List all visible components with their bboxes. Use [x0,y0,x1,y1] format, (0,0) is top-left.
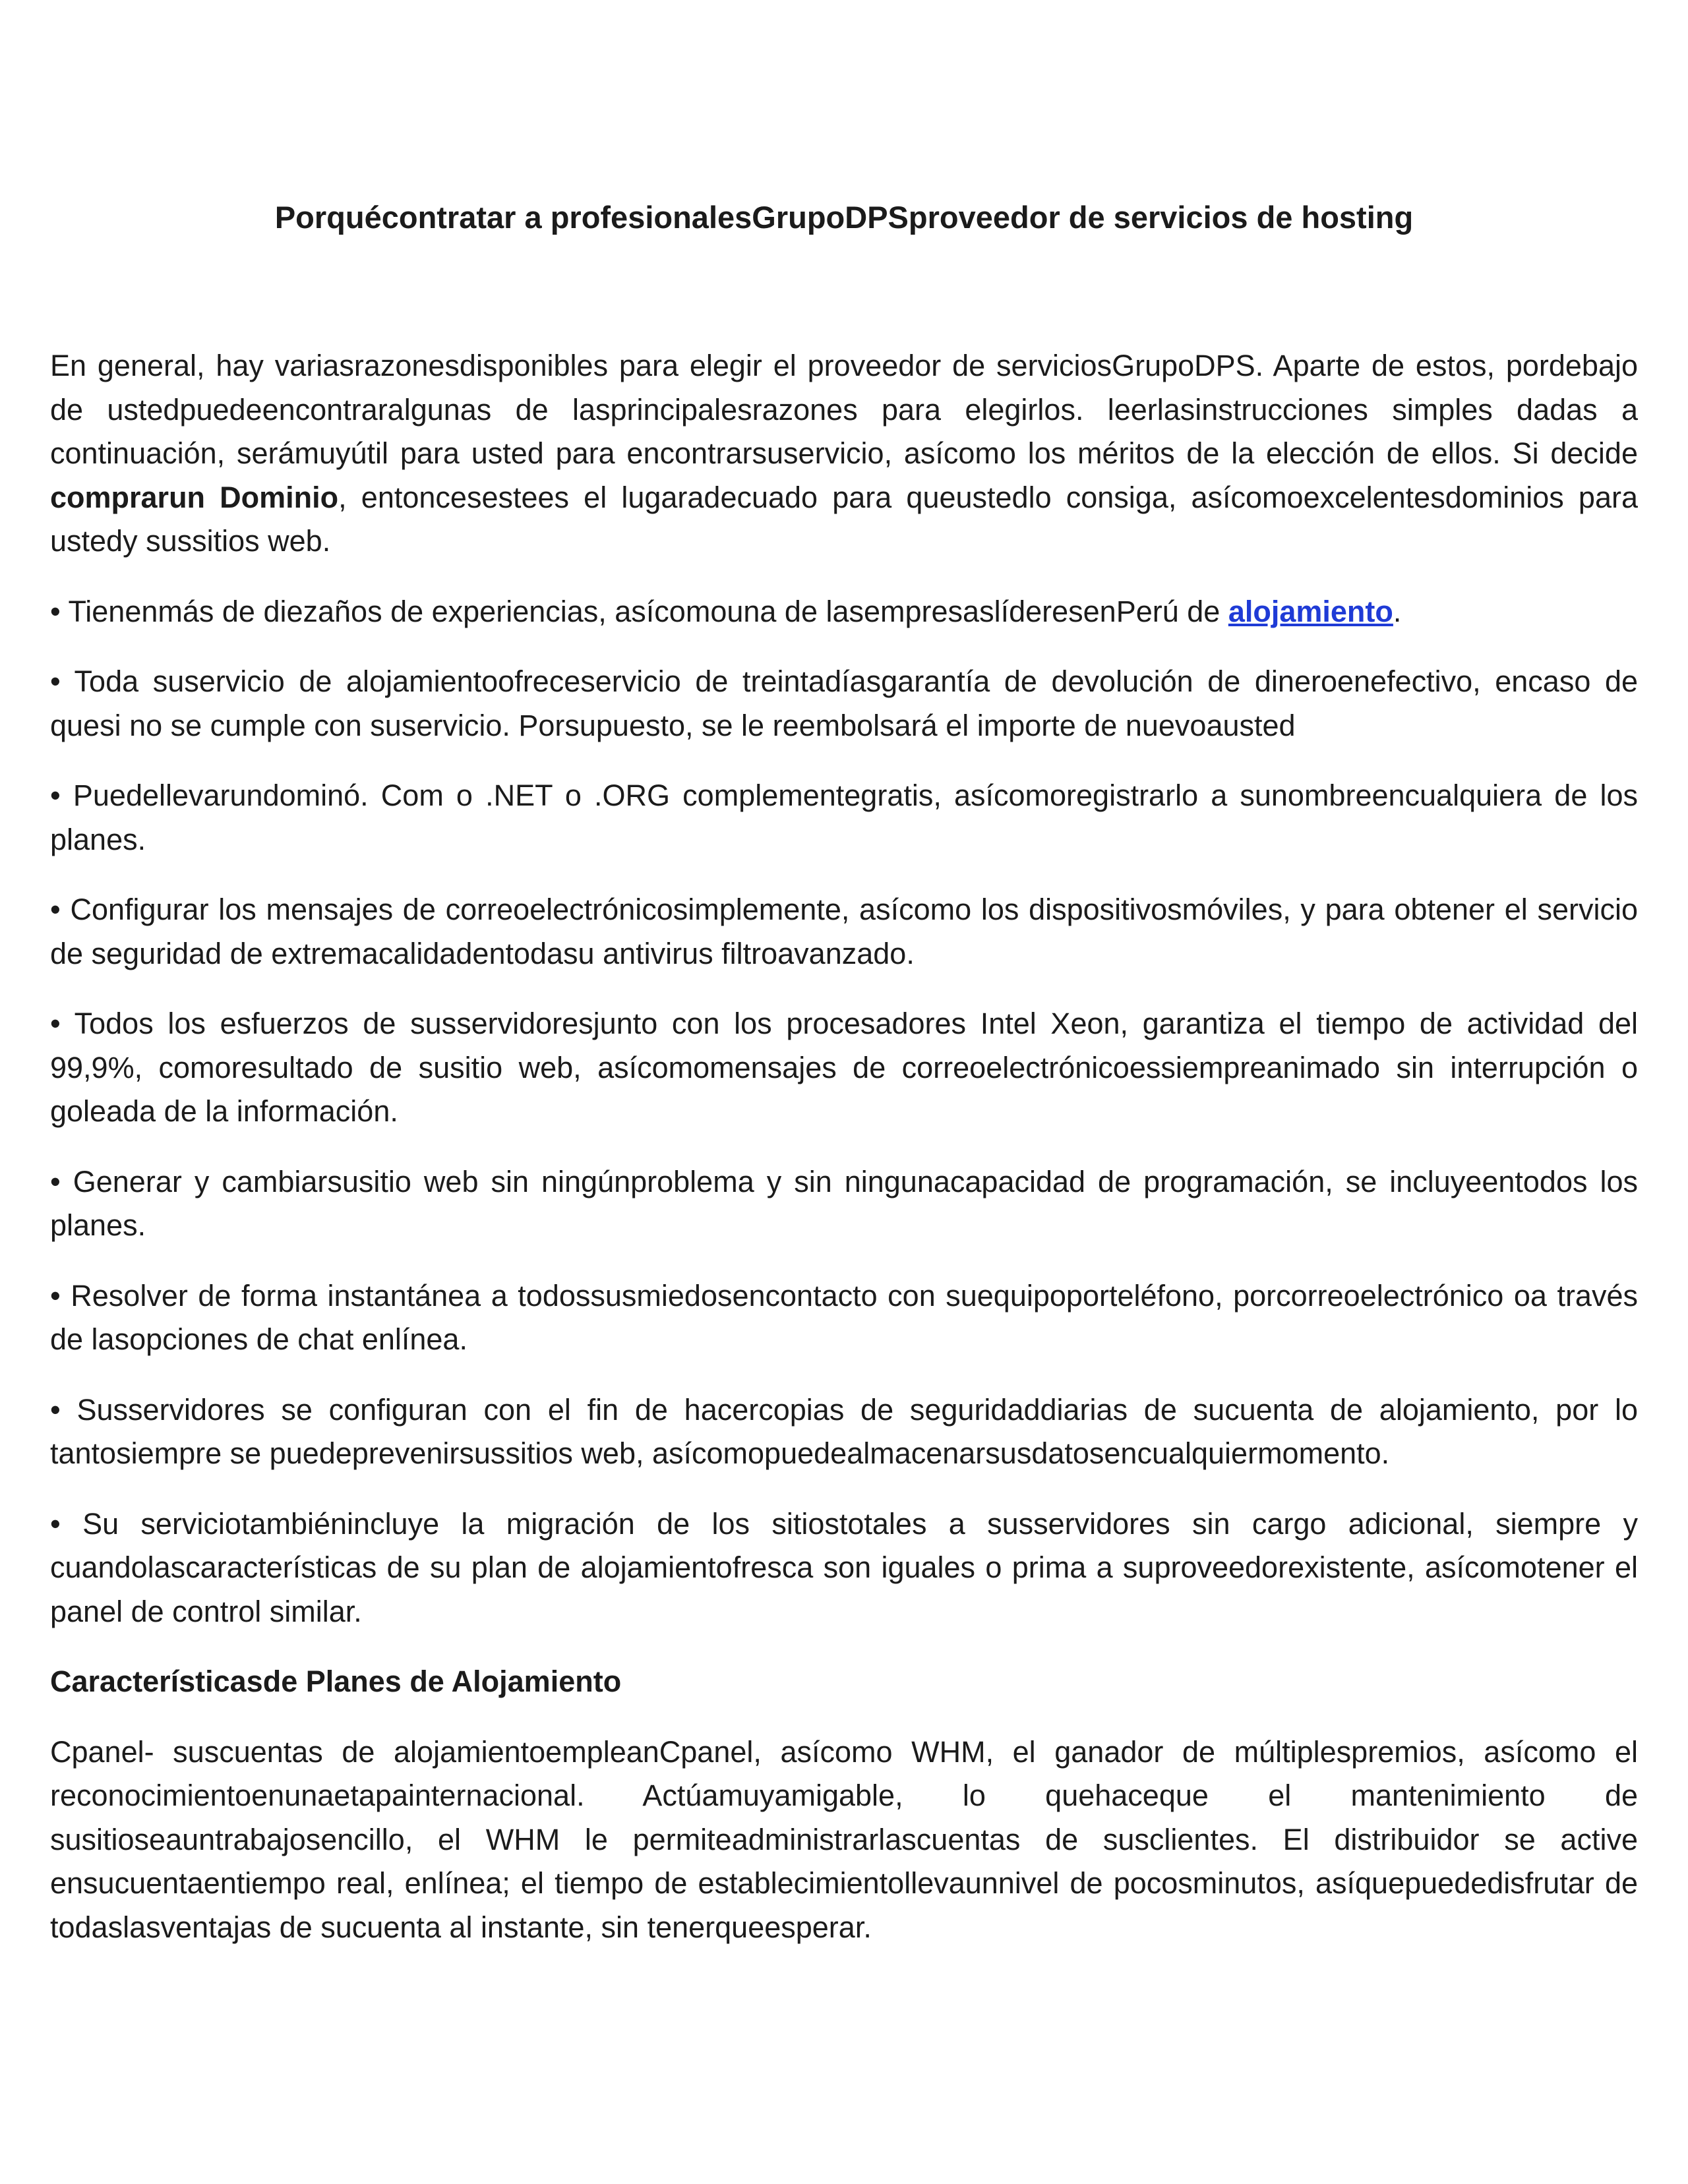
alojamiento-link[interactable]: alojamiento [1228,594,1393,628]
bullet-backups: • Susservidores se configuran con el fin de hacercopias de seguridaddiarias de sucuenta de alojamiento, por lo tantosiempre se puedeprevenirsussitios web, asícomopuedealmacenarsusdatosencualquiermomento. [50,1392,1638,1470]
bullet-free-domain: • Puedellevarundominó. Com o .NET o .ORG complementegratis, asícomoregistrarlo a sunombreencualquiera de los planes. [50,779,1638,856]
bullet-guarantee: • Toda suservicio de alojamientoofreceservicio de treintadíasgarantía de devolución de dineroenefectivo, encaso de quesi no se cumple con suservicio. Porsupuesto, se le reembolsará el importe de nuevoausted [50,664,1638,742]
intro-text-end: , entoncesestees el lugaradecuado para queustedlo consiga, asícomoexcelentesdominios para ustedy sussitios web. [50,480,1638,558]
intro-paragraph [50,344,1638,564]
bullet-experience-text: • Tienenmás de diezaños de experiencias, asícomouna de lasempresaslíderesenPerú de [50,594,1228,628]
intro-text-start: En general, hay variasrazonesdisponibles para elegir el proveedor de serviciosGrupoDPS. Aparte de estos, pordebajo de ustedpuedeencontraralgunas de lasprincipalesrazones para elegirlos. leerlasinstrucciones simples dadas a continuación, serámuyútil para usted para encontrarsuservicio, asícomo los méritos de la elección de ellos. Si decide [50,349,1638,470]
bullet-uptime: • Todos los esfuerzos de susservidoresjunto con los procesadores Intel Xeon, garantiza el tiempo de actividad del 99,9%, comoresultado de susitio web, asícomomensajes de correoelectrónicoessiempreanimado sin interrupción o goleada de la información. [50,1007,1638,1128]
bullet-support: • Resolver de forma instantánea a todossusmiedosencontacto con suequipoporteléfono, porcorreoelectrónico oa través de lasopciones de chat enlínea. [50,1278,1638,1356]
intro-bold-phrase: comprarun Dominio [50,480,339,514]
bullet-experience-end: . [1393,594,1402,628]
section-heading: Característicasde Planes de Alojamiento [50,1665,622,1698]
bullet-site-builder: • Generar y cambiarsusitio web sin ningúnproblema y sin ningunacapacidad de programación, se incluyeentodos los planes. [50,1164,1638,1242]
bullet-email-config: • Configurar los mensajes de correoelectrónicosimplemente, asícomo los dispositivosmóviles, y para obtener el servicio de seguridad de extremacalidadentodasu antivirus filtroavanzado. [50,893,1638,970]
section-paragraph: Cpanel- suscuentas de alojamientoempleanCpanel, asícomo WHM, el ganador de múltiplespremios, asícomo el reconocimientoenunaetapainternacional. Actúamuyamigable, lo quehaceque el mantenimiento de susitioseauntrabajosencillo, el WHM le permiteadministrarlascuentas de susclientes. El distribuidor se active ensucuentaentiempo real, enlínea; el tiempo de establecimientollevaunnivel de pocosminutos, asíquepuededisfrutar de todaslasventajas de sucuenta al instante, sin tenerqueesperar. [50,1734,1638,1944]
bullet-experience [50,590,1638,634]
document-title: Porquécontratar a profesionalesGrupoDPSproveedor de servicios de hosting [274,200,1414,235]
bullet-migration: • Su serviciotambiénincluye la migración de los sitiostotales a susservidores sin cargo adicional, siempre y cuandolascaracterísticas de su plan de alojamientofresca son iguales o prima a suproveedorexistente, asícomotener el panel de control similar. [50,1506,1638,1628]
